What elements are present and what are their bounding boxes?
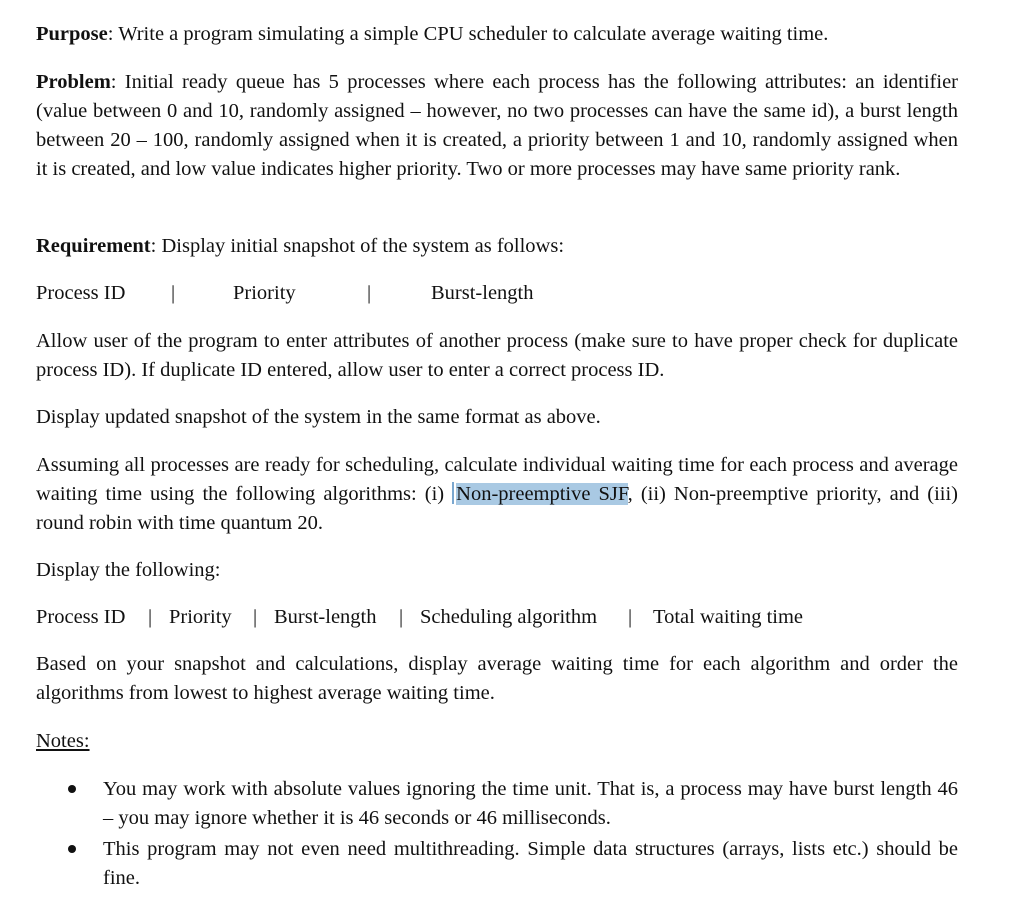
result-separator-4: | <box>628 606 633 628</box>
allow-user-paragraph: Allow user of the program to enter attributes of another process (make sure to have proper check for duplicate process ID). If duplicate ID entered, allow user to enter a correct process ID. <box>36 330 958 381</box>
bullet-dot-icon <box>68 845 76 853</box>
notes-title: Notes: <box>36 730 90 752</box>
display-following-paragraph: Display the following: <box>36 559 221 581</box>
result-col-priority: Priority <box>169 606 232 628</box>
bullet-dot-icon <box>68 785 76 793</box>
result-col-burst-length: Burst-length <box>274 606 377 628</box>
highlighted-selection[interactable]: Non-preemptive SJF <box>456 483 628 505</box>
result-separator-2: | <box>253 606 258 628</box>
snapshot-col-priority: Priority <box>233 282 296 304</box>
notes-title-paragraph <box>36 727 958 756</box>
problem-paragraph <box>36 68 958 184</box>
requirement-text: : Display initial snapshot of the system as follows: <box>150 235 565 257</box>
assuming-text-before: Assuming all processes are ready for scheduling, calculate individual waiting time for each process and average waiting time using the following algorithms: (i) <box>36 454 958 505</box>
purpose-paragraph <box>36 20 958 49</box>
result-col-total-waiting-time: Total waiting time <box>653 606 804 628</box>
purpose-text: : Write a program simulating a simple CPU scheduler to calculate average waiting time. <box>107 23 829 45</box>
result-col-process-id: Process ID <box>36 606 126 628</box>
snapshot-col-process-id: Process ID <box>36 282 126 304</box>
assuming-text-after: , (ii) Non-preemptive priority, and (iii) round robin with time quantum 20. <box>36 483 959 534</box>
text-cursor <box>452 482 454 504</box>
snapshot-col-burst-length: Burst-length <box>431 282 534 304</box>
problem-text: : Initial ready queue has 5 processes where each process has the following attributes: an identifier (value between 0 and 10, randomly assigned – however, no two processes can have the same id), a burst length between 20 – 100, randomly assigned when it is created, a priority between 1 and 10, randomly assigned when it is created, and low value indicates higher priority. Two or more processes may have same priority rank. <box>36 71 958 180</box>
result-separator-3: | <box>399 606 404 628</box>
result-col-scheduling-algorithm: Scheduling algorithm <box>420 606 598 628</box>
snapshot-separator-2: | <box>367 282 372 304</box>
display-updated-paragraph: Display updated snapshot of the system in the same format as above. <box>36 406 601 428</box>
assuming-paragraph <box>36 451 958 538</box>
requirement-paragraph <box>36 232 958 261</box>
result-separator-1: | <box>148 606 153 628</box>
purpose-label: Purpose <box>36 23 108 45</box>
requirement-label: Requirement <box>36 235 151 257</box>
snapshot-separator-1: | <box>171 282 176 304</box>
problem-label: Problem <box>36 71 111 93</box>
notes-item: This program may not even need multithreading. Simple data structures (arrays, lists etc.) should be fine. <box>103 838 958 889</box>
notes-item: You may work with absolute values ignoring the time unit. That is, a process may have burst length 46 – you may ignore whether it is 46 seconds or 46 milliseconds. <box>103 778 958 829</box>
based-on-paragraph: Based on your snapshot and calculations, display average waiting time for each algorithm and order the algorithms from lowest to highest average waiting time. <box>36 653 958 704</box>
